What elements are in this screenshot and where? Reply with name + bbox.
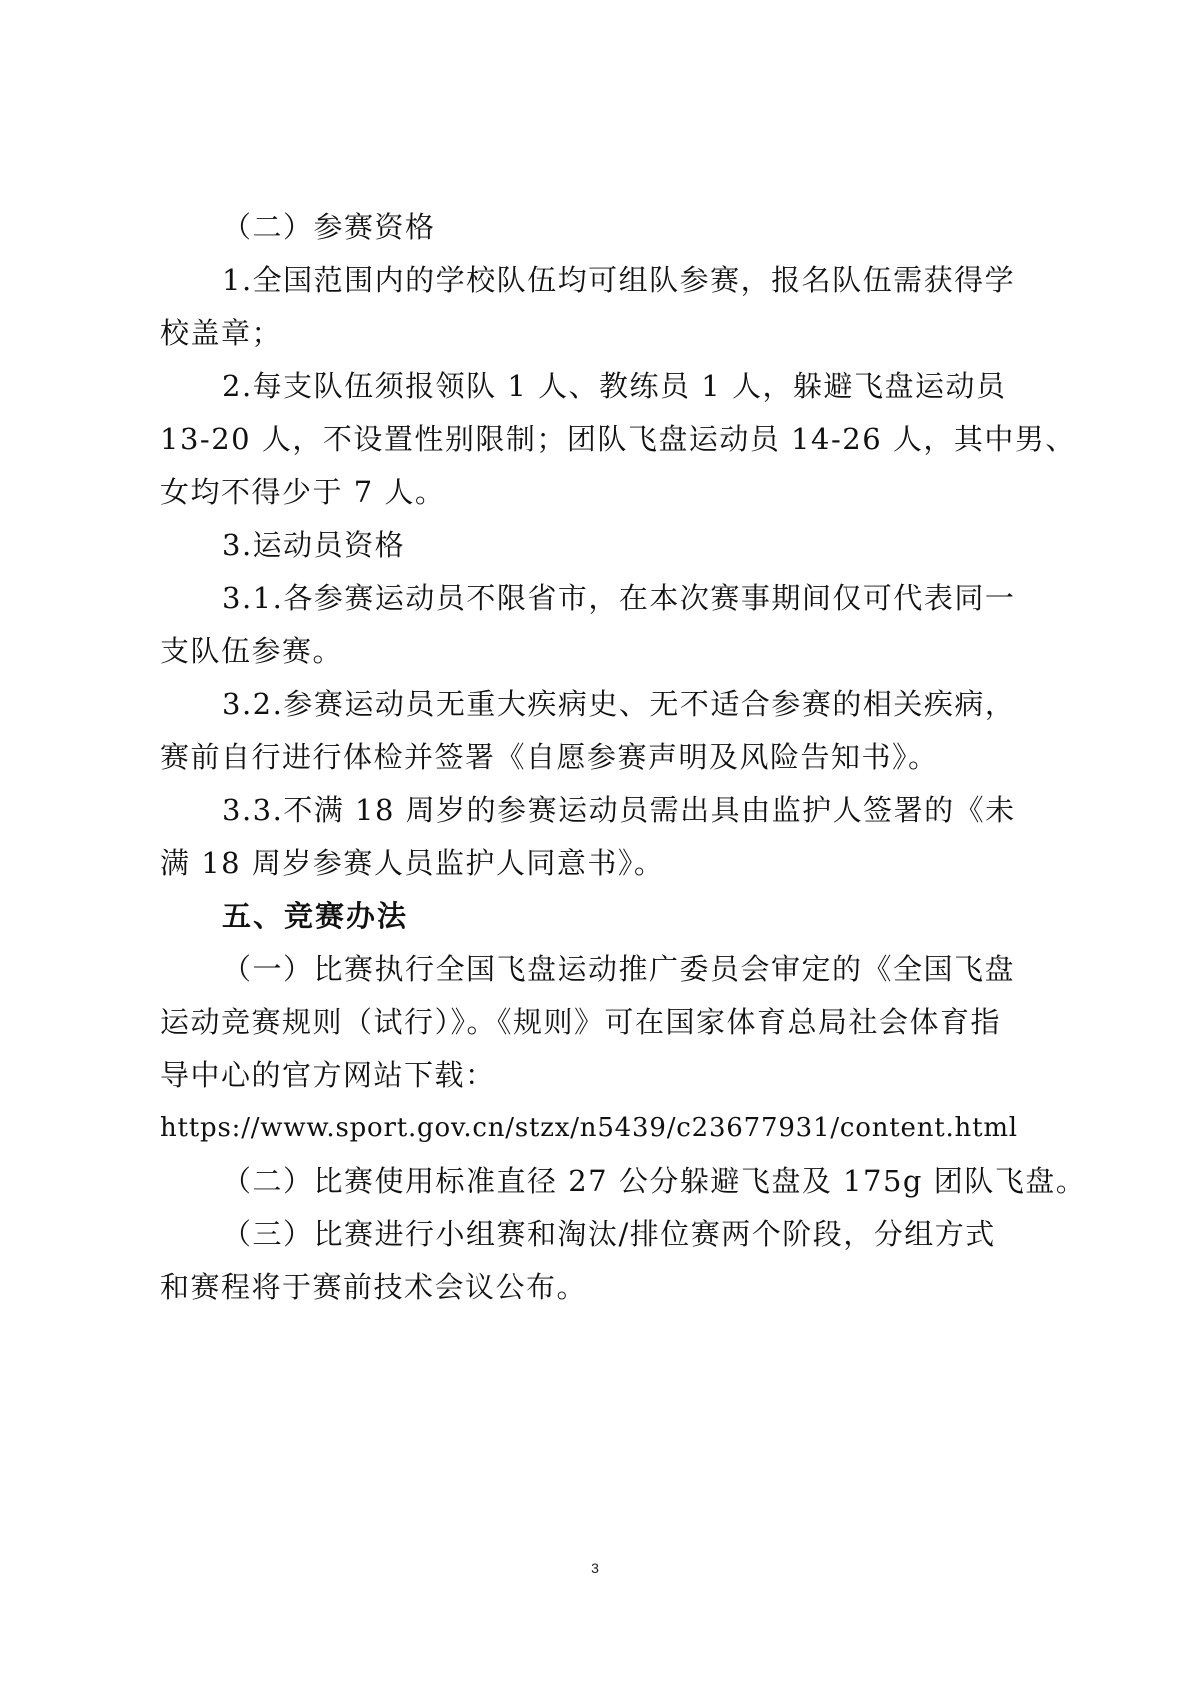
eligibility-item-2-line-3: 女均不得少于 7 人。 <box>160 475 446 509</box>
competition-rule-1-line-2: 运动竞赛规则（试行）》。《规则》可在国家体育总局社会体育指 <box>160 1005 1002 1039</box>
eligibility-item-1-line-2: 校盖章； <box>160 316 283 350</box>
competition-rule-3-line-1: （三）比赛进行小组赛和淘汰/排位赛两个阶段，分组方式 <box>222 1217 996 1251</box>
rules-download-link[interactable]: https://www.sport.gov.cn/stzx/n5439/c23677931/content.html <box>160 1113 1018 1143</box>
competition-rule-1-line-3: 导中心的官方网站下载： <box>160 1058 496 1092</box>
page-number: 3 <box>591 1560 599 1576</box>
eligibility-item-3-3-line-1: 3.3.不满 18 周岁的参赛运动员需出具由监护人签署的《未 <box>222 793 1016 827</box>
eligibility-item-3: 3.运动员资格 <box>222 528 406 562</box>
eligibility-item-2-line-1: 2.每支队伍须报领队 1 人、教练员 1 人，躲避飞盘运动员 <box>222 369 1007 403</box>
section-heading-competition-methods: 五、竞赛办法 <box>222 899 409 933</box>
competition-rule-1-line-1: （一）比赛执行全国飞盘运动推广委员会审定的《全国飞盘 <box>222 952 1016 986</box>
eligibility-item-2-line-2: 13-20 人，不设置性别限制；团队飞盘运动员 14-26 人，其中男、 <box>160 422 1076 456</box>
competition-rule-3-line-2: 和赛程将于赛前技术会议公布。 <box>160 1270 588 1304</box>
eligibility-item-1-line-1: 1.全国范围内的学校队伍均可组队参赛，报名队伍需获得学 <box>222 263 1016 297</box>
eligibility-item-3-2-line-1: 3.2.参赛运动员无重大疾病史、无不适合参赛的相关疾病， <box>222 687 1016 721</box>
eligibility-item-3-3-line-2: 满 18 周岁参赛人员监护人同意书》。 <box>160 846 665 880</box>
eligibility-item-3-2-line-2: 赛前自行进行体检并签署《自愿参赛声明及风险告知书》。 <box>160 740 939 774</box>
competition-rule-2: （二）比赛使用标准直径 27 公分躲避飞盘及 175g 团队飞盘。 <box>222 1164 1087 1198</box>
eligibility-item-3-1-line-1: 3.1.各参赛运动员不限省市，在本次赛事期间仅可代表同一 <box>222 581 1016 615</box>
eligibility-item-3-1-line-2: 支队伍参赛。 <box>160 634 344 668</box>
section-heading-eligibility: （二）参赛资格 <box>222 210 436 244</box>
